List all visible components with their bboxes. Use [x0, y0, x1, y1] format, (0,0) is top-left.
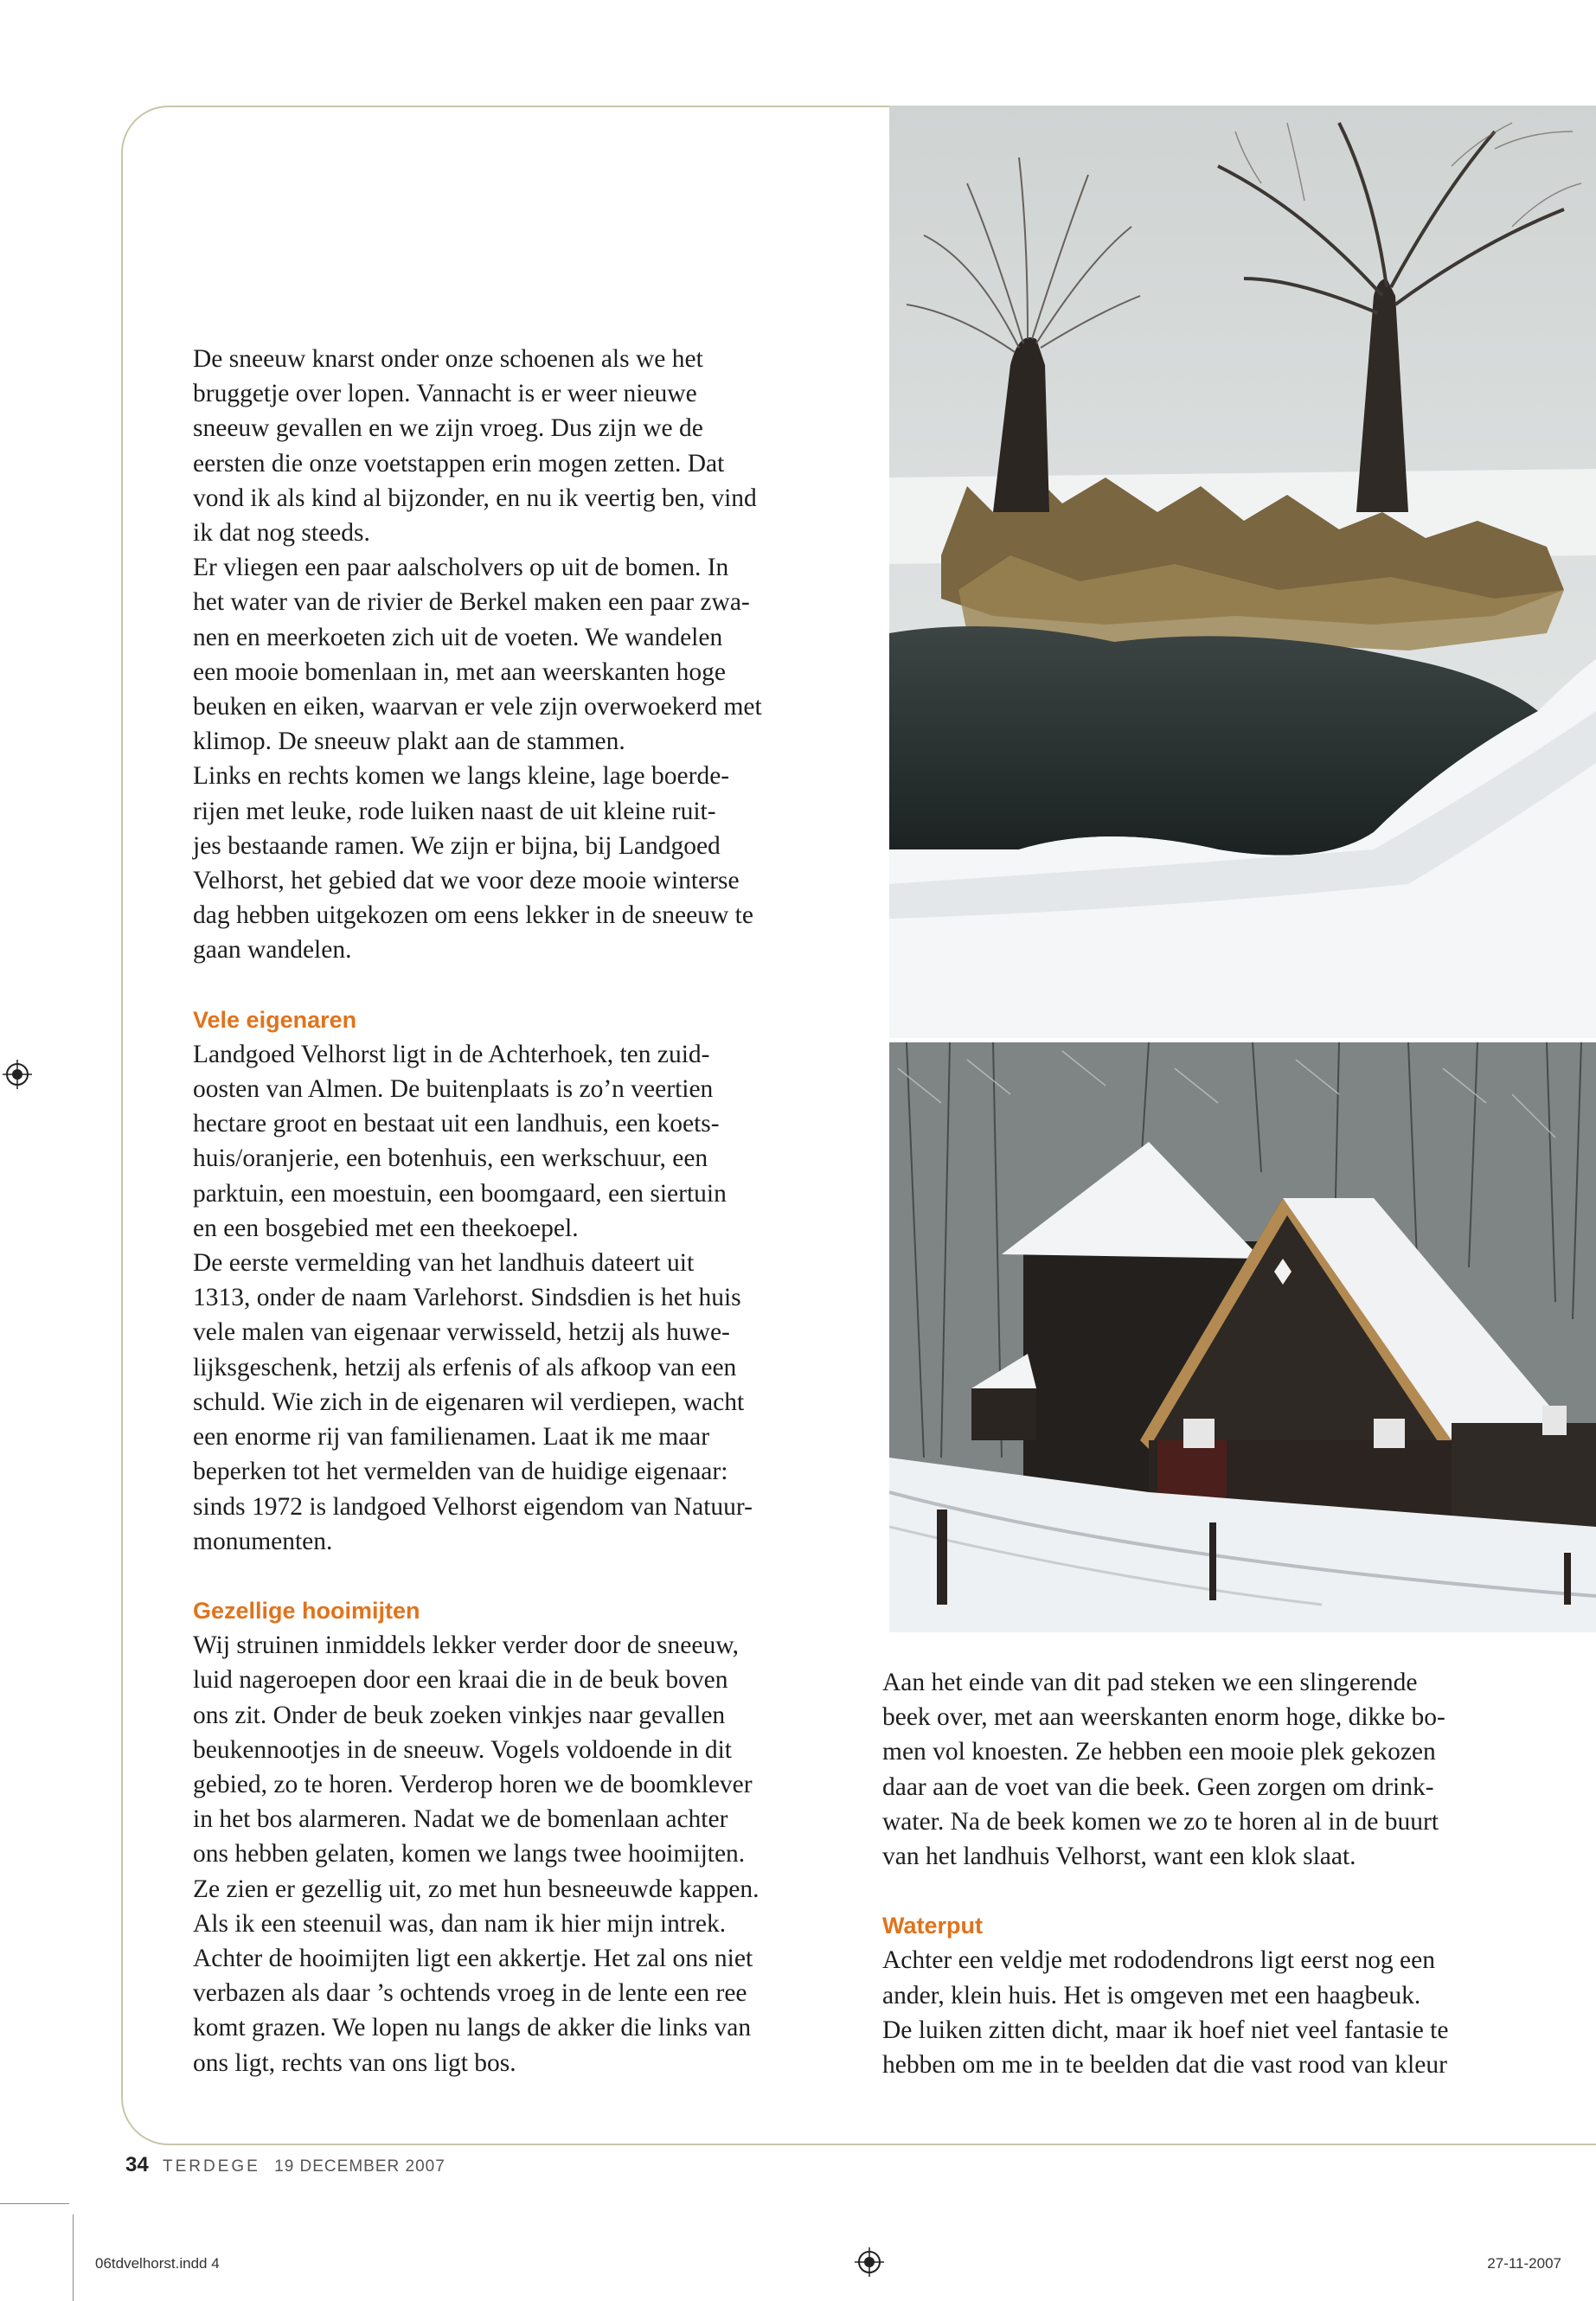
text-line: Landgoed Velhorst ligt in de Achterhoek, ten zuid-	[193, 1040, 710, 1068]
text-line: Links en rechts komen we langs kleine, lage boerde-	[193, 762, 730, 791]
text-line: luid nageroepen door een kraai die in de beuk boven	[193, 1666, 728, 1695]
text-line: monumenten.	[193, 1527, 333, 1555]
text-line: gaan wandelen.	[193, 936, 352, 965]
text-line: oosten van Almen. De buitenplaats is zo’n veertien	[193, 1075, 714, 1104]
text-line: Achter de hooimijten ligt een akkertje. Het zal ons niet	[193, 1944, 753, 1972]
text-line: ons ligt, rechts van ons ligt bos.	[193, 2048, 516, 2077]
text-line: ander, klein huis. Het is omgeven met een haagbeuk.	[882, 1981, 1421, 2009]
text-line: een mooie bomenlaan in, met aan weerskanten hoge	[193, 657, 726, 686]
text-line: De sneeuw knarst onder onze schoenen als we het	[193, 345, 703, 373]
photo-snowy-barn	[889, 1042, 1596, 1632]
slug-date: 27-11-2007	[1487, 2255, 1561, 2272]
text-line: gebied, zo te horen. Verderop horen we de boomklever	[193, 1770, 753, 1798]
page-number: 34	[125, 2153, 149, 2176]
text-line: bruggetje over lopen. Vannacht is er weer nieuwe	[193, 380, 697, 408]
text-line: Als ik een steenuil was, dan nam ik hier mijn intrek.	[193, 1909, 727, 1938]
text-line: beukennootjes in de sneeuw. Vogels voldoende in dit	[193, 1735, 732, 1764]
crop-mark	[73, 2214, 74, 2301]
text-line: beperken tot het vermelden van de huidige eigenaar:	[193, 1458, 728, 1486]
text-line: vele malen van eigenaar verwisseld, hetzij als huwe-	[193, 1318, 730, 1347]
text-line: dag hebben uitgekozen om eens lekker in de sneeuw te	[193, 901, 753, 930]
text-line: 1313, onder de naam Varlehorst. Sindsdien is het huis	[193, 1284, 741, 1312]
left-text-column	[193, 342, 809, 2080]
photo-snowy-river	[889, 106, 1596, 1038]
text-line: Achter een veldje met rododendrons ligt eerst nog een	[882, 1946, 1435, 1975]
text-line: hectare groot en bestaat uit een landhuis, een koets-	[193, 1110, 720, 1138]
text-line: lijksgeschenk, hetzij als erfenis of als afkoop van een	[193, 1353, 737, 1381]
section-vele-eigenaren-text	[193, 1037, 809, 1559]
magazine-name: TERDEGE	[162, 2157, 260, 2176]
slug-filename: 06tdvelhorst.indd 4	[95, 2255, 220, 2272]
registration-mark-left	[3, 1060, 32, 1089]
text-line: rijen met leuke, rode luiken naast de uit kleine ruit-	[193, 797, 716, 825]
crop-mark	[0, 2203, 69, 2204]
text-line: het water van de rivier de Berkel maken een paar zwa-	[193, 588, 750, 617]
text-line: De luiken zitten dicht, maar ik hoef niet veel fantasie te	[882, 2016, 1449, 2044]
text-line: beuken en eiken, waarvan er vele zijn overwoekerd met	[193, 693, 762, 721]
text-line: een enorme rij van familienamen. Laat ik me maar	[193, 1423, 710, 1452]
text-line: Er vliegen een paar aalscholvers op uit de bomen. In	[193, 554, 729, 582]
text-line: jes bestaande ramen. We zijn er bijna, bij Landgoed	[193, 831, 721, 860]
text-line: sinds 1972 is landgoed Velhorst eigendom van Natuur-	[193, 1492, 753, 1521]
text-line: parktuin, een moestuin, een boomgaard, een siertuin	[193, 1179, 727, 1208]
text-line: schuld. Wie zich in de eigenaren wil verdiepen, wacht	[193, 1388, 745, 1416]
text-line: in het bos alarmeren. Nadat we de bomenlaan achter	[193, 1805, 728, 1834]
text-line: ons zit. Onder de beuk zoeken vinkjes naar gevallen	[193, 1701, 726, 1729]
heading-vele-eigenaren: Vele eigenaren	[193, 1006, 357, 1033]
text-line: van het landhuis Velhorst, want een klok slaat.	[882, 1843, 1356, 1871]
text-line: daar aan de voet van die beek. Geen zorgen om drink-	[882, 1772, 1434, 1801]
text-line: komt grazen. We lopen nu langs de akker die links van	[193, 2014, 752, 2042]
right-text-column	[882, 1665, 1505, 2082]
text-line: nen en meerkoeten zich uit de voeten. We wandelen	[193, 623, 723, 651]
text-line: hebben om me in te beelden dat die vast rood van kleur	[882, 2051, 1447, 2080]
text-line: De eerste vermelding van het landhuis dateert uit	[193, 1249, 695, 1278]
text-line: Velhorst, het gebied dat we voor deze mooie winterse	[193, 867, 740, 895]
heading-waterput: Waterput	[882, 1913, 983, 1939]
text-line: huis/oranjerie, een botenhuis, een werkschuur, een	[193, 1144, 708, 1173]
text-line: Aan het einde van dit pad steken we een slingerende	[882, 1669, 1418, 1696]
text-line: ons hebben gelaten, komen we langs twee hooimijten.	[193, 1840, 746, 1868]
text-line: verbazen als daar ’s ochtends vroeg in de lente een ree	[193, 1979, 747, 2008]
text-line: eersten die onze voetstappen erin mogen zetten. Dat	[193, 449, 725, 478]
text-line: beek over, met aan weerskanten enorm hoge, dikke bo-	[882, 1703, 1445, 1732]
page-footer	[125, 2153, 445, 2177]
text-line: ik dat nog steeds.	[193, 519, 370, 548]
registration-mark-bottom	[855, 2247, 884, 2277]
heading-gezellige-hooimijten: Gezellige hooimijten	[193, 1597, 420, 1624]
right-intro-text	[882, 1665, 1505, 1874]
text-line: Ze zien er gezellig uit, zo met hun besneeuwde kappen.	[193, 1875, 760, 1903]
text-line: sneeuw gevallen en we zijn vroeg. Dus zijn we de	[193, 414, 703, 443]
issue-date: 19 DECEMBER 2007	[274, 2157, 445, 2176]
text-line: Wij struinen inmiddels lekker verder door de sneeuw,	[193, 1631, 739, 1660]
text-line: klimop. De sneeuw plakt aan de stammen.	[193, 727, 625, 756]
text-line: en een bosgebied met een theekoepel.	[193, 1214, 579, 1242]
text-line: men vol knoesten. Ze hebben een mooie plek gekozen	[882, 1738, 1436, 1766]
section-waterput-text	[882, 1943, 1505, 2082]
intro-text	[193, 342, 809, 968]
section-gezellige-hooimijten-text	[193, 1628, 809, 2080]
text-line: water. Na de beek komen we zo te horen al in de buurt	[882, 1807, 1439, 1836]
text-line: vond ik als kind al bijzonder, en nu ik veertig ben, vind	[193, 484, 757, 512]
